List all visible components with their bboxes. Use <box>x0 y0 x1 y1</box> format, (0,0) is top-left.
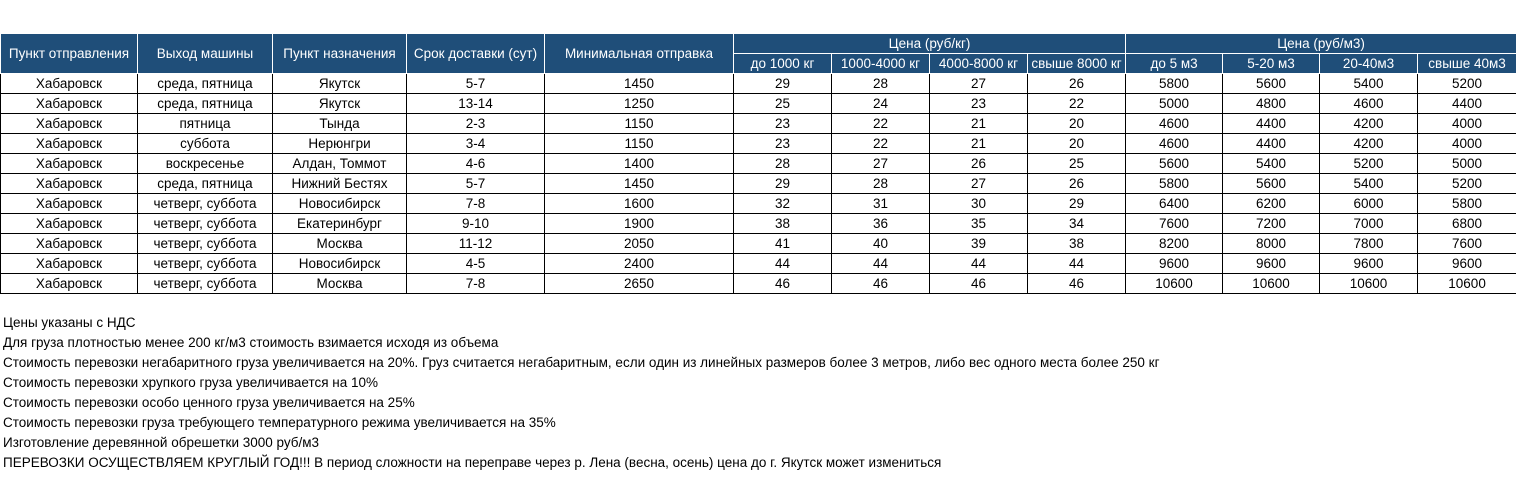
cell-days: 11-12 <box>407 234 545 254</box>
cell-destination: Новосибирск <box>273 194 407 214</box>
cell-days: 4-5 <box>407 254 545 274</box>
cell-destination: Алдан, Томмот <box>273 154 407 174</box>
header-delivery-time: Срок доставки (сут) <box>407 34 545 74</box>
cell-m2: 7200 <box>1223 214 1320 234</box>
table-row <box>1 154 1516 174</box>
table-header <box>1 34 1516 74</box>
cell-kg4: 38 <box>1028 234 1126 254</box>
cell-min: 2650 <box>545 274 734 294</box>
cell-origin: Хабаровск <box>1 214 138 234</box>
cell-kg2: 22 <box>832 134 930 154</box>
cell-departure: среда, пятница <box>138 94 273 114</box>
cell-kg2: 46 <box>832 274 930 294</box>
header-m3-3: 20-40м3 <box>1320 54 1418 74</box>
notes-section <box>3 313 1513 473</box>
cell-kg2: 40 <box>832 234 930 254</box>
cell-days: 7-8 <box>407 194 545 214</box>
cell-departure: среда, пятница <box>138 174 273 194</box>
cell-m2: 4800 <box>1223 94 1320 114</box>
table-row <box>1 194 1516 214</box>
cell-kg2: 27 <box>832 154 930 174</box>
cell-m2: 8000 <box>1223 234 1320 254</box>
cell-m1: 4600 <box>1126 114 1223 134</box>
cell-m1: 6400 <box>1126 194 1223 214</box>
cell-min: 1250 <box>545 94 734 114</box>
cell-departure: четверг, суббота <box>138 214 273 234</box>
cell-m3: 5400 <box>1320 174 1418 194</box>
cell-m1: 5000 <box>1126 94 1223 114</box>
cell-kg3: 21 <box>930 134 1028 154</box>
note-temperature: Стоимость перевозки груза требующего температурного режима увеличивается на 35% <box>3 415 556 430</box>
cell-m4: 9600 <box>1418 254 1516 274</box>
cell-destination: Якутск <box>273 94 407 114</box>
cell-min: 1400 <box>545 154 734 174</box>
cell-origin: Хабаровск <box>1 194 138 214</box>
table-row <box>1 94 1516 114</box>
cell-m2: 5400 <box>1223 154 1320 174</box>
cell-kg1: 28 <box>734 154 832 174</box>
note-vat: Цены указаны с НДС <box>3 315 136 330</box>
cell-origin: Хабаровск <box>1 94 138 114</box>
cell-origin: Хабаровск <box>1 174 138 194</box>
rates-table-container <box>0 33 1516 294</box>
cell-m3: 4200 <box>1320 134 1418 154</box>
table-row <box>1 114 1516 134</box>
cell-destination: Москва <box>273 234 407 254</box>
cell-origin: Хабаровск <box>1 274 138 294</box>
cell-kg4: 34 <box>1028 214 1126 234</box>
cell-m3: 6000 <box>1320 194 1418 214</box>
cell-m2: 5600 <box>1223 174 1320 194</box>
cell-min: 2050 <box>545 234 734 254</box>
cell-kg2: 22 <box>832 114 930 134</box>
cell-origin: Хабаровск <box>1 254 138 274</box>
header-departure: Выход машины <box>138 34 273 74</box>
cell-min: 1150 <box>545 114 734 134</box>
cell-m4: 5800 <box>1418 194 1516 214</box>
cell-destination: Нижний Бестях <box>273 174 407 194</box>
cell-m1: 5800 <box>1126 174 1223 194</box>
cell-m1: 7600 <box>1126 214 1223 234</box>
header-kg-2: 1000-4000 кг <box>832 54 930 74</box>
header-origin: Пункт отправления <box>1 34 138 74</box>
cell-m1: 8200 <box>1126 234 1223 254</box>
cell-m4: 5000 <box>1418 154 1516 174</box>
cell-m4: 5200 <box>1418 74 1516 94</box>
table-row <box>1 74 1516 94</box>
cell-kg3: 39 <box>930 234 1028 254</box>
cell-kg3: 27 <box>930 174 1028 194</box>
cell-kg2: 36 <box>832 214 930 234</box>
cell-kg1: 23 <box>734 114 832 134</box>
cell-kg3: 44 <box>930 254 1028 274</box>
cell-kg4: 29 <box>1028 194 1126 214</box>
note-crate: Изготовление деревянной обрешетки 3000 руб/м3 <box>3 435 320 450</box>
cell-destination: Якутск <box>273 74 407 94</box>
table-row <box>1 234 1516 254</box>
cell-min: 1150 <box>545 134 734 154</box>
cell-m3: 5200 <box>1320 154 1418 174</box>
cell-departure: четверг, суббота <box>138 194 273 214</box>
header-price-m3-group: Цена (руб/м3) <box>1126 34 1516 54</box>
cell-m1: 5600 <box>1126 154 1223 174</box>
cell-m1: 10600 <box>1126 274 1223 294</box>
cell-origin: Хабаровск <box>1 114 138 134</box>
cell-kg1: 44 <box>734 254 832 274</box>
cell-m4: 5200 <box>1418 174 1516 194</box>
cell-min: 1600 <box>545 194 734 214</box>
cell-kg1: 29 <box>734 174 832 194</box>
cell-kg1: 23 <box>734 134 832 154</box>
cell-kg1: 41 <box>734 234 832 254</box>
header-min-shipment: Минимальная отправка <box>545 34 734 74</box>
cell-days: 5-7 <box>407 174 545 194</box>
cell-m3: 4200 <box>1320 114 1418 134</box>
cell-kg3: 27 <box>930 74 1028 94</box>
cell-m4: 4000 <box>1418 134 1516 154</box>
cell-kg3: 21 <box>930 114 1028 134</box>
cell-origin: Хабаровск <box>1 154 138 174</box>
cell-kg4: 26 <box>1028 174 1126 194</box>
rates-table <box>0 33 1516 294</box>
cell-m4: 7600 <box>1418 234 1516 254</box>
header-m3-1: до 5 м3 <box>1126 54 1223 74</box>
table-row <box>1 214 1516 234</box>
cell-origin: Хабаровск <box>1 74 138 94</box>
cell-kg1: 29 <box>734 74 832 94</box>
cell-days: 7-8 <box>407 274 545 294</box>
cell-destination: Нерюнгри <box>273 134 407 154</box>
table-row <box>1 174 1516 194</box>
cell-departure: среда, пятница <box>138 74 273 94</box>
cell-m2: 9600 <box>1223 254 1320 274</box>
cell-kg4: 44 <box>1028 254 1126 274</box>
header-destination: Пункт назначения <box>273 34 407 74</box>
cell-min: 2400 <box>545 254 734 274</box>
cell-kg2: 28 <box>832 74 930 94</box>
table-row <box>1 274 1516 294</box>
cell-destination: Тында <box>273 114 407 134</box>
cell-min: 1450 <box>545 174 734 194</box>
cell-departure: четверг, суббота <box>138 234 273 254</box>
header-kg-1: до 1000 кг <box>734 54 832 74</box>
header-kg-4: свыше 8000 кг <box>1028 54 1126 74</box>
cell-kg2: 28 <box>832 174 930 194</box>
cell-m1: 4600 <box>1126 134 1223 154</box>
cell-min: 1900 <box>545 214 734 234</box>
cell-m4: 4400 <box>1418 94 1516 114</box>
cell-kg2: 24 <box>832 94 930 114</box>
cell-departure: четверг, суббота <box>138 274 273 294</box>
cell-kg3: 30 <box>930 194 1028 214</box>
cell-destination: Новосибирск <box>273 254 407 274</box>
cell-m2: 6200 <box>1223 194 1320 214</box>
cell-kg4: 22 <box>1028 94 1126 114</box>
cell-days: 5-7 <box>407 74 545 94</box>
cell-departure: четверг, суббота <box>138 254 273 274</box>
cell-m3: 7800 <box>1320 234 1418 254</box>
cell-m2: 5600 <box>1223 74 1320 94</box>
cell-m3: 9600 <box>1320 254 1418 274</box>
cell-departure: воскресенье <box>138 154 273 174</box>
cell-days: 4-6 <box>407 154 545 174</box>
cell-kg1: 25 <box>734 94 832 114</box>
header-price-kg-group: Цена (руб/кг) <box>734 34 1126 54</box>
cell-m2: 4400 <box>1223 114 1320 134</box>
cell-kg3: 26 <box>930 154 1028 174</box>
note-year-round: ПЕРЕВОЗКИ ОСУЩЕСТВЛЯЕМ КРУГЛЫЙ ГОД!!! В период сложности на переправе через р. Лена (весна, осень) цена до г. Якутск может измениться <box>3 455 942 470</box>
cell-m3: 5400 <box>1320 74 1418 94</box>
cell-kg4: 20 <box>1028 134 1126 154</box>
cell-m3: 7000 <box>1320 214 1418 234</box>
table-body <box>1 74 1516 294</box>
cell-m1: 9600 <box>1126 254 1223 274</box>
cell-departure: суббота <box>138 134 273 154</box>
cell-kg1: 46 <box>734 274 832 294</box>
cell-m4: 4000 <box>1418 114 1516 134</box>
note-density: Для груза плотностью менее 200 кг/м3 стоимость взимается исходя из объема <box>3 335 499 350</box>
cell-m4: 10600 <box>1418 274 1516 294</box>
cell-m2: 10600 <box>1223 274 1320 294</box>
cell-kg1: 32 <box>734 194 832 214</box>
cell-kg3: 35 <box>930 214 1028 234</box>
note-oversized: Стоимость перевозки негабаритного груза увеличивается на 20%. Груз считается негабаритным, если один из линейных размеров более 3 метров, либо вес одного места более 250 кг <box>3 355 1160 370</box>
cell-days: 9-10 <box>407 214 545 234</box>
cell-kg4: 20 <box>1028 114 1126 134</box>
cell-kg1: 38 <box>734 214 832 234</box>
cell-days: 13-14 <box>407 94 545 114</box>
cell-m3: 10600 <box>1320 274 1418 294</box>
cell-kg2: 31 <box>832 194 930 214</box>
cell-origin: Хабаровск <box>1 234 138 254</box>
table-row <box>1 134 1516 154</box>
note-valuable: Стоимость перевозки особо ценного груза увеличивается на 25% <box>3 395 415 410</box>
cell-kg2: 44 <box>832 254 930 274</box>
cell-kg3: 46 <box>930 274 1028 294</box>
cell-m3: 4600 <box>1320 94 1418 114</box>
cell-kg4: 26 <box>1028 74 1126 94</box>
cell-days: 2-3 <box>407 114 545 134</box>
note-fragile: Стоимость перевозки хрупкого груза увеличивается на 10% <box>3 375 379 390</box>
header-row-top <box>1 34 1516 54</box>
cell-kg4: 46 <box>1028 274 1126 294</box>
cell-m2: 4400 <box>1223 134 1320 154</box>
cell-m1: 5800 <box>1126 74 1223 94</box>
cell-min: 1450 <box>545 74 734 94</box>
header-m3-4: свыше 40м3 <box>1418 54 1516 74</box>
header-kg-3: 4000-8000 кг <box>930 54 1028 74</box>
cell-days: 3-4 <box>407 134 545 154</box>
cell-departure: пятница <box>138 114 273 134</box>
cell-kg3: 23 <box>930 94 1028 114</box>
cell-destination: Москва <box>273 274 407 294</box>
header-m3-2: 5-20 м3 <box>1223 54 1320 74</box>
cell-m4: 6800 <box>1418 214 1516 234</box>
cell-kg4: 25 <box>1028 154 1126 174</box>
cell-origin: Хабаровск <box>1 134 138 154</box>
table-row <box>1 254 1516 274</box>
cell-destination: Екатеринбург <box>273 214 407 234</box>
